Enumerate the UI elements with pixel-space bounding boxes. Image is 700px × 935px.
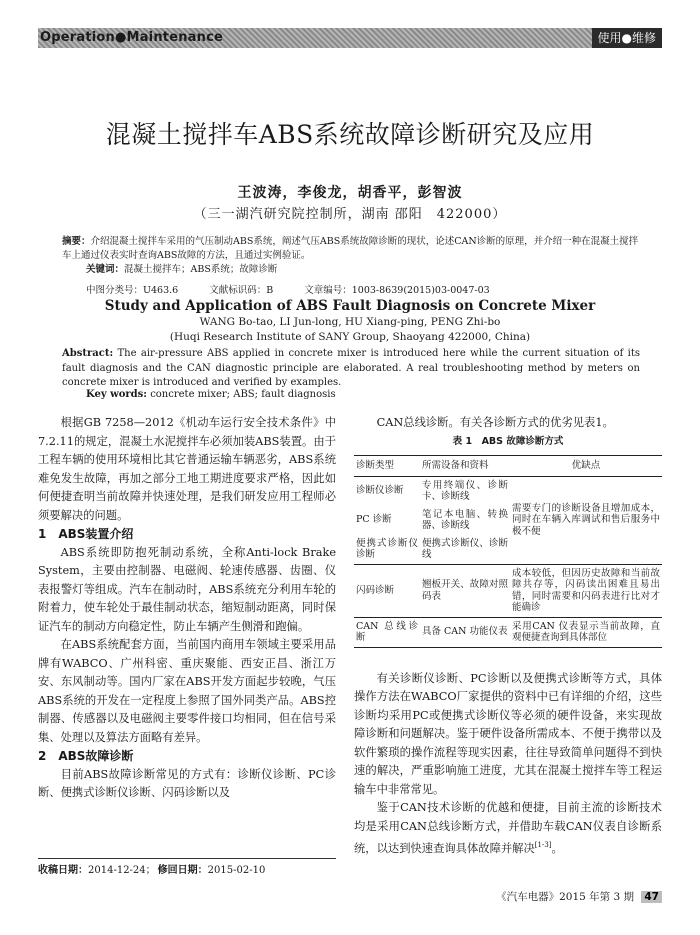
- received-dates: [38, 858, 336, 876]
- abstract-text: 介绍混凝土搅拌车采用的气压制动ABS系统，阐述气压ABS系统故障诊断的现状，论述CAN诊断的原理，并介绍一种在混凝土搅拌车上通过仪表实时查询ABS故障的方法，且通过实例验证。: [62, 236, 639, 261]
- english-affiliation: (Huqi Research Institute of SANY Group, Shaoyang 422000, China): [169, 331, 531, 343]
- column-label: 使用●维修: [592, 28, 662, 48]
- clc-number: 中图分类号：U463.6: [86, 285, 179, 296]
- paragraph: 根据GB 7258—2012《机动车运行安全技术条件》中7.2.11的规定，混凝土水泥搅拌车必须加装ABS装置。由于工程车辆的使用环境相比其它普通运输车辆恶劣，ABS系统难免发生故障，再加之部分工地工期进度要求严格，因此如何便捷查明当前故障并快速处理，是我们研发应用工程师必须要解决的问题。: [38, 416, 336, 522]
- paragraph-text: 鉴于CAN技术诊断的优越和便捷，目前主流的诊断技术均是采用CAN总线诊断方式，并借助车载CAN仪表自诊断系统，以达到快速查询具体故障并解决: [354, 801, 662, 855]
- table-cell: CAN 总线诊断: [354, 617, 420, 647]
- table-cell: 诊断仪诊断: [356, 485, 404, 497]
- paragraph: 在ABS系统配套方面，当前国内商用车领域主要采用品牌有WABCO、广州科密、重庆聚能、西安正昌、浙江万安、东风制动等。国内厂家在ABS开发方面起步较晚，气压ABS系统的开发在一定程度上参照了国外同类产品。ABS控制器、传感器以及电磁阀主要零件接口均相同，但在信号采集、处理以及算法方面略有差异。: [38, 638, 336, 744]
- citation: [1-3]: [534, 841, 552, 849]
- table-row: [354, 476, 662, 506]
- table-cell: 采用CAN 仪表显示当前故障，直观便捷查询到具体部位: [510, 617, 662, 647]
- english-authors: WANG Bo-tao, LI Jun-long, HU Xiang-ping, PENG Zhi-bo: [199, 316, 501, 328]
- section-heading-2: 2 ABS故障诊断: [38, 749, 134, 763]
- abstract-cn: [62, 235, 640, 277]
- paragraph: 目前ABS故障诊断常见的方式有：诊断仪诊断、PC诊断、便携式诊断仪诊断、闪码诊断以及: [38, 767, 336, 799]
- table-header: 所需设备和资料: [420, 456, 510, 477]
- english-keywords-label: Key words:: [86, 389, 147, 400]
- table-cell: 成本较低，但因历史故障和当前故障共存等，闪码读出困难且易出错，同时需要和闪码表进行比对才能确诊: [510, 564, 662, 617]
- article-number: 文章编号：1003-8639(2015)03-0047-03: [304, 285, 490, 296]
- paragraph: 有关诊断仪诊断、PC诊断以及便携式诊断等方式，具体操作方法在WABCO厂家提供的资料中已有详细的介绍，这些诊断均采用PC或便携式诊断仪等必须的硬件设备，来实现故障诊断和问题解决。鉴于硬件设备所需成本、不便于携带以及软件繁琐的操作流程等现实因素，往往导致简单问题得不到快速的解决，严重影响施工进度，尤其在混凝土搅拌车等工程运输车中非常常见。: [354, 671, 662, 796]
- keywords-text: 混凝土搅拌车；ABS系统；故障诊断: [124, 264, 278, 275]
- section-label: Operation●Maintenance: [40, 30, 224, 45]
- table-row: [354, 617, 662, 647]
- authors-cn: 王波涛，李俊龙，胡香平，彭智波: [237, 185, 463, 201]
- doc-code: 文献标识码：B: [209, 285, 274, 296]
- table-cell: 便携式诊断仪诊断: [356, 537, 418, 560]
- meta-row: [86, 282, 490, 296]
- table-cell: 笔记本电脑、转换器、诊断线: [422, 508, 508, 531]
- journal-name: 《汽车电器》2015 年第 3 期: [496, 891, 635, 903]
- received-value: 2014-12-24；: [88, 865, 156, 876]
- abstract-label: 摘要：: [62, 236, 91, 247]
- diagnosis-table: [354, 455, 662, 648]
- table-row: [354, 564, 662, 617]
- table-header: 诊断类型: [354, 456, 420, 477]
- left-column: [38, 414, 336, 803]
- page-footer: [496, 889, 662, 904]
- table-cell-merged: 需要专门的诊断设备且增加成本，同时在车辆入库调试和售后服务中极不便: [512, 502, 660, 537]
- keywords-label: 关键词：: [86, 264, 125, 275]
- table-caption: 表 1 ABS 故障诊断方式: [452, 435, 564, 447]
- paragraph-end: 。: [551, 841, 563, 855]
- english-title: Study and Application of ABS Fault Diagnosis on Concrete Mixer: [104, 298, 596, 314]
- table-cell: 便携式诊断仪、诊断线: [422, 537, 508, 560]
- english-keywords-text: concrete mixer; ABS; fault diagnosis: [150, 389, 336, 400]
- revised-label: 修回日期：: [157, 865, 208, 876]
- paper-title: 混凝土搅拌车ABS系统故障诊断研究及应用: [105, 120, 595, 149]
- table-cell: 翘板开关、故障对照码表: [420, 564, 510, 617]
- english-abstract: [62, 347, 640, 391]
- page-number: 47: [641, 891, 662, 903]
- paragraph: CAN总线诊断。有关各诊断方式的优劣见表1。: [376, 416, 614, 429]
- received-label: 收稿日期：: [38, 865, 88, 876]
- english-abstract-text: The air-pressure ABS applied in concrete mixer is introduced here while the current situation of its fault diagnosis and the CAN diagnostic principle are elaborated. A real troubleshooting method by meters on concrete mixer is introduced and verified by examples.: [62, 348, 640, 388]
- table-cell: 闪码诊断: [354, 564, 420, 617]
- revised-value: 2015-02-10: [207, 865, 266, 876]
- section-heading-1: 1 ABS装置介绍: [38, 527, 134, 541]
- right-column: [354, 414, 662, 858]
- affiliation-cn: （三一湖汽研究院控制所，湖南 邵阳 422000）: [193, 207, 507, 222]
- table-header: 优缺点: [510, 456, 662, 477]
- table-cell: 具备 CAN 功能仪表: [420, 617, 510, 647]
- table-cell: 专用终端仪、诊断卡、诊断线: [422, 479, 508, 502]
- table-cell: PC 诊断: [356, 514, 392, 526]
- paragraph: ABS系统即防抱死制动系统，全称Anti-lock Brake System，主要由控制器、电磁阀、轮速传感器、齿圈、仪表报警灯等组成。汽车在制动时，ABS系统充分利用车轮的附着力，使车轮处于最佳制动状态，缩短制动距离，同时保证汽车的制动方向稳定性，防止车辆产生侧滑和跑偏。: [38, 545, 336, 633]
- english-abstract-label: Abstract:: [62, 348, 114, 359]
- paragraph: [354, 799, 662, 858]
- english-keywords: [86, 389, 336, 400]
